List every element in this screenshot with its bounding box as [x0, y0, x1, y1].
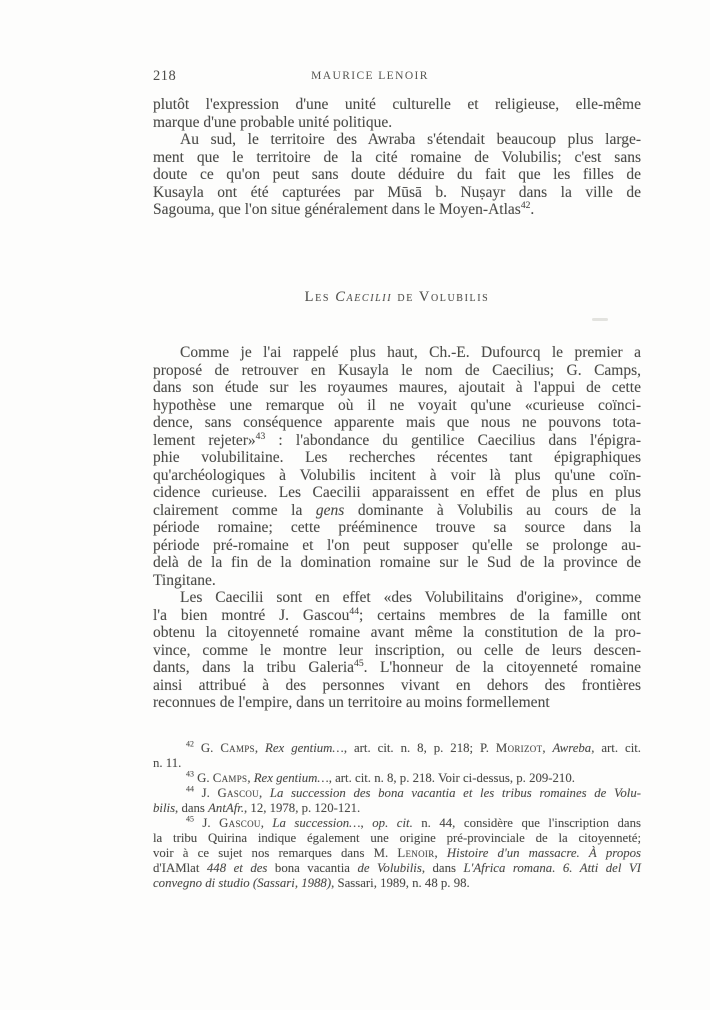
text-line: delà de la fin de la domination romaine sur le Sud de la province de: [153, 554, 641, 571]
text-line: $^{43}$ G. Camps, Rex gentium…, art. cit. n. 8, p. 218. Voir ci-dessus, p. 209-210.: [186, 769, 575, 785]
text-line: dans son étude sur les royaumes maures, ajoutait à l'appui de cette: [153, 379, 641, 396]
text-line: période romaine; cette prééminence trouve sa source dans la: [153, 519, 641, 536]
text-line: n. 11.: [153, 756, 182, 770]
text-line: obtenu la citoyenneté romaine avant même la constitution de la pro-: [153, 624, 641, 641]
footnote-42: [153, 741, 641, 771]
text-line: d'IAMlat 448 et des bona vacantia de Volubilis, dans L'Africa romana. 6. Atti del VI: [153, 861, 642, 875]
running-head: MAURICE LENOIR: [311, 70, 429, 82]
footnote-43: [153, 771, 641, 786]
text-line: $^{45}$ J. Gascou, La succession…, op. cit. n. 44, considère que l'inscription dans: [186, 814, 641, 830]
text-line: Comme je l'ai rappelé plus haut, Ch.-E. Dufourcq le premier a: [180, 344, 641, 361]
paragraph: [153, 131, 641, 219]
text-line: marque d'une probable unité politique.: [153, 113, 393, 131]
text-line: clairement comme la gens dominante à Volubilis au cours de la: [153, 501, 642, 519]
text-line: lement rejeter»$^{43}$ : l'abondance du gentilice Caecilius dans l'épigra-: [153, 430, 641, 449]
text-line: Kusayla ont été capturées par Mūsā b. Nuṣayr dans la ville de: [153, 183, 641, 201]
text-line: $^{44}$ J. Gascou, La succession des bona vacantia et les tribus romaines de Volu-: [186, 784, 642, 800]
text-line: doute ce qu'on peut sans doute déduire du fait que les filles de: [153, 166, 641, 183]
footnote-45: [153, 816, 641, 891]
body-text-lower: [153, 344, 641, 712]
footnotes: [153, 741, 641, 891]
body-text-upper: [153, 96, 641, 219]
text-line: bilis, dans AntAfr., 12, 1978, p. 120-121.: [153, 801, 361, 815]
paragraph: [153, 344, 641, 589]
text-line: la tribu Quirina indique également une origine pré-provinciale de la citoyenneté;: [153, 831, 641, 845]
text-line: voir à ce sujet nos remarques dans M. Lenoir, Histoire d'un massacre. À propos: [153, 846, 641, 860]
text-line: Tingitane.: [153, 571, 216, 589]
text-line: reconnues de l'empire, dans un territoire au moins formellement: [153, 694, 550, 711]
text-line: convegno di studio (Sassari, 1988), Sassari, 1989, n. 48 p. 98.: [153, 876, 470, 890]
text-line: ainsi attribué à des personnes vivant en dehors des frontières: [153, 676, 641, 694]
section-heading: Les Caecilii de Volubilis: [304, 289, 490, 305]
text-line: cidence curieuse. Les Caecilii apparaissent en effet de plus en plus: [153, 484, 641, 501]
text-line: l'a bien montré J. Gascou$^{44}$; certains membres de la famille ont: [153, 605, 641, 624]
text-line: ment que le territoire de la cité romaine de Volubilis; c'est sans: [153, 148, 641, 166]
text-line: Sagouma, que l'on situe généralement dans le Moyen-Atlas$^{42}$.: [153, 199, 535, 218]
text-line: période pré-romaine et l'on peut supposer qu'elle se prolonge au-: [153, 536, 641, 554]
text-line: qu'archéologiques à Volubilis incitent à voir là plus qu'une coïn-: [153, 466, 641, 484]
page-number: 218: [153, 68, 177, 84]
text-line: Les Caecilii sont en effet «des Volubilitains d'origine», comme: [180, 589, 641, 606]
text-line: dants, dans la tribu Galeria$^{45}$. L'honneur de la citoyenneté romaine: [153, 657, 641, 676]
page-header: [153, 68, 641, 86]
scan-smudge-artifact: [592, 318, 608, 321]
text-line: hypothèse une remarque où il ne voyait qu'une «curieuse coïnci-: [153, 396, 641, 414]
text-line: phie volubilitaine. Les recherches récentes tant épigraphiques: [153, 449, 641, 466]
text-line: plutôt l'expression d'une unité culturelle et religieuse, elle-même: [153, 96, 641, 113]
text-line: $^{42}$ G. Camps, Rex gentium…, art. cit. n. 8, p. 218; P. Morizot, Awreba, art. cit.: [186, 739, 642, 755]
footnote-44: [153, 786, 641, 816]
text-line: vince, comme le montre leur inscription, ou celle de leurs descen-: [153, 641, 641, 659]
text-line: proposé de retrouver en Kusayla le nom de Caecilius; G. Camps,: [153, 361, 641, 379]
paragraph: [153, 96, 641, 131]
paragraph: [153, 589, 641, 712]
text-line: dence, sans conséquence apparente mais que nous ne pouvons tota-: [153, 414, 641, 431]
text-line: Au sud, le territoire des Awraba s'étendait beaucoup plus large-: [180, 131, 641, 148]
